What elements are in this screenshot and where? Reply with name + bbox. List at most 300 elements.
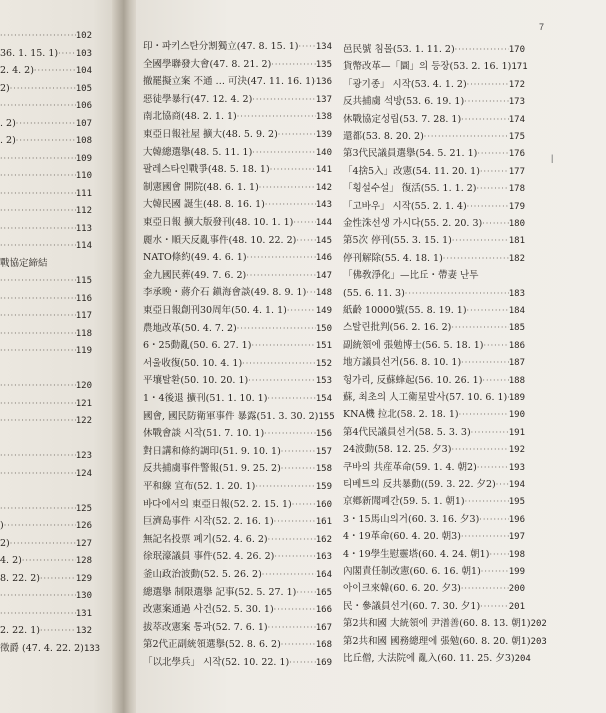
toc-entry-page: 188 [508,375,525,386]
toc-entry-title: 大韓總選擧(48. 5. 11. 1) [143,146,253,158]
dot-leader [287,305,316,317]
toc-entry [0,118,92,130]
toc-entry-title: . 2) [0,135,16,146]
toc-entry [343,131,525,143]
toc-entry-page: 176 [508,149,525,160]
toc-entry-title: 休戰協定성립(53. 7. 28. 1) [343,113,462,125]
toc-entry-page: 142 [315,182,332,193]
toc-entry-page: 156 [315,429,332,440]
dot-leader [252,94,315,106]
toc-entry [143,639,332,651]
toc-entry [0,538,92,550]
dot-leader [255,481,315,493]
dot-leader [293,217,315,229]
toc-entry-title: 「고바우」 시작(55. 2. 1. 4) [343,200,467,212]
toc-entry [143,129,332,141]
dot-leader [259,182,316,194]
toc-entry-page: 183 [508,288,525,299]
toc-entry [143,587,332,599]
dot-leader [34,65,76,77]
toc-entry-title: NATO條約(49. 4. 6. 1) [143,252,247,264]
toc-entry [343,479,525,491]
toc-entry-page: 105 [75,83,92,94]
toc-entry-page: 109 [75,153,92,164]
dot-leader [461,357,509,369]
toc-entry [0,328,92,340]
toc-entry [143,604,332,616]
toc-entry-page: 191 [508,427,525,438]
toc-entry [0,293,92,305]
dot-leader [471,427,509,439]
toc-entry-title: 第5次 停刊(55. 3. 15. 1) [343,235,452,247]
toc-entry [0,205,92,217]
dot-leader [16,118,76,130]
toc-entry-page: 165 [315,587,332,598]
dot-leader [0,608,76,620]
dot-leader [465,496,509,508]
toc-entry-page: 157 [315,446,332,457]
toc-entry [143,516,332,528]
toc-entry-page: 148 [315,288,332,299]
toc-entry-title: 「4捨5入」改憲(54. 11. 20. 1) [343,165,480,177]
toc-entry-page: 186 [508,340,525,351]
toc-entry [143,323,332,335]
dot-leader [242,358,316,370]
toc-entry-title: (55. 6. 11. 3) [343,287,405,299]
toc-entry [0,590,92,602]
toc-entry-title: 制憲國會 開院(48. 6. 1. 1) [143,181,259,193]
dot-leader [451,444,508,456]
toc-entry [343,409,525,421]
toc-entry-title: ) [0,520,4,531]
toc-entry [0,625,92,637]
toc-entry-page: 182 [508,253,525,264]
dot-leader [0,345,76,357]
toc-entry-title: 4・19革命(60. 4. 20. 朝3) [343,531,461,543]
toc-entry [343,514,525,526]
toc-entry [343,305,525,317]
toc-entry-page: 199 [508,567,525,577]
toc-entry-page: 124 [75,468,92,479]
toc-entry [143,551,332,563]
dot-leader [484,340,509,352]
toc-entry [0,380,92,392]
toc-entry-page: 179 [508,201,525,212]
toc-entry-page: 136 [315,77,332,88]
toc-entry-title: 國會, 國民防衛軍事件 暴露(51. 3. 30. 2) [143,410,319,422]
toc-entry [343,322,525,334]
dot-leader [274,551,315,563]
toc-entry [143,287,332,299]
toc-entry-title: 蘇, 최초의 人工衛星발사(57. 10. 6. 1) [343,392,508,403]
toc-entry [343,618,547,630]
toc-entry-page: 160 [315,499,332,510]
toc-entry-title: 東亞日報 擴大版發刊(48. 10. 1. 1) [143,217,294,228]
toc-entry [0,468,92,480]
toc-entry-page: 168 [315,640,332,651]
dot-leader [289,657,316,669]
toc-entry-title: 戰協定締結 [0,257,48,269]
toc-entry-page: 187 [508,358,525,369]
toc-entry-page: 123 [75,451,92,461]
dot-leader [481,566,509,578]
toc-entry-title: 24波動(58. 12. 25. 夕3) [343,444,452,456]
dot-leader [0,275,76,287]
dot-leader [0,170,76,182]
toc-entry-page: 112 [75,206,92,216]
toc-entry-page: 137 [315,94,332,105]
toc-entry-title: 反共捕虜事件警報(51. 9. 25. 2) [143,463,281,475]
dot-leader [480,601,509,613]
toc-entry-page: 130 [75,591,92,601]
toc-entry [0,223,92,235]
toc-entry [143,410,335,423]
toc-entry-page: 202 [530,619,547,630]
toc-entry [0,415,92,427]
toc-entry-page: 178 [508,184,525,195]
toc-entry-title: 아이크來韓(60. 6. 20. 夕3) [343,583,461,595]
toc-entry-title: 惡徒學暴行(47. 12. 4. 2) [143,93,253,105]
toc-entry-title: 바다에서의 東亞日報(52. 2. 15. 1) [143,498,292,510]
dot-leader [0,205,76,217]
toc-entry-title: 拔萃改憲案 통과(52. 7. 6. 1) [143,621,268,633]
toc-entry [343,253,525,265]
dot-leader [459,409,509,421]
toc-entry [0,188,92,200]
toc-entry-title: 「광기종」 시작(53. 4. 1. 2) [343,78,467,90]
dot-leader [0,240,76,252]
toc-entry-page: 170 [508,45,525,55]
dot-leader [264,428,316,440]
dot-leader [461,531,509,543]
dot-leader [296,587,315,599]
toc-entry [143,534,332,546]
toc-entry-title: 反共捕虜 석방(53. 6. 19. 1) [343,96,465,108]
dot-leader [464,96,509,108]
toc-entry-title: 平壤탈환(50. 10. 20. 1) [143,375,249,387]
toc-entry-title: 邑民號 침몰(53. 1. 11. 2) [343,44,455,55]
toc-entry [343,375,525,387]
toc-entry-page: 131 [75,608,92,619]
toc-entry-title: 徐珉濠議員 事件(52. 4. 26. 2) [143,551,275,563]
dot-leader [0,415,76,427]
toc-entry-title: 스탈린批判(56. 2. 16. 2) [343,322,452,334]
toc-entry [343,218,525,230]
toc-entry-page: 155 [318,411,335,422]
toc-entry [0,398,92,410]
toc-entry-title: 徵爵 (47. 4. 22. 2) [0,642,84,654]
toc-entry-title: 팔레스타인戰爭(48. 5. 18. 1) [143,164,270,176]
dot-leader [443,253,509,265]
toc-entry [143,182,332,194]
toc-entry [0,30,92,42]
dot-leader [271,59,315,71]
toc-entry [143,375,332,387]
dot-leader [265,199,316,211]
toc-entry-page: 171 [511,62,528,73]
toc-entry-title: 副統領에 張勉博士(56. 5. 18. 1) [343,339,484,351]
dot-leader [482,375,508,387]
toc-entry [143,463,332,475]
toc-entry-page: 115 [75,276,92,286]
dot-leader [489,549,508,561]
toc-entry-page: 200 [508,584,525,595]
toc-entry [343,653,531,665]
toc-entry-title: 4・19學生慰靈塔(60. 4. 24. 朝1) [343,548,490,560]
toc-entry-page: 108 [75,136,92,146]
toc-entry-page: 154 [315,394,332,404]
toc-entry [343,392,525,404]
toc-entry-title: 2) [0,82,10,94]
toc-entry-page: 119 [75,346,92,356]
toc-entry-page: 180 [508,219,525,229]
toc-entry-title: 大韓民國 誕生(48. 8. 16. 1) [143,199,265,211]
toc-entry [0,240,92,252]
toc-entry-title: 金九國民葬(49. 7. 6. 2) [143,269,247,281]
toc-entry [143,340,332,352]
dot-leader [268,622,316,634]
dot-leader [467,305,509,317]
toc-entry-page: 138 [315,112,332,123]
toc-entry-page: 129 [75,573,92,584]
toc-entry-page: 111 [75,188,92,199]
toc-entry [143,481,332,493]
toc-entry [143,41,332,53]
toc-entry-page: 196 [508,514,525,525]
dot-leader [40,625,76,637]
toc-entry-title: 第4代民議員선거(58. 5. 3. 3) [343,426,471,438]
dot-leader [248,375,316,387]
toc-entry [0,573,92,585]
toc-entry-title: 2. 22. 1) [0,625,40,636]
dot-leader [461,114,509,126]
dot-leader [237,111,316,123]
toc-entry [343,496,525,508]
toc-entry-title: 4. 2) [0,555,22,566]
dot-leader [0,153,76,165]
toc-entry [343,61,528,73]
toc-entry [143,393,332,405]
toc-entry-title: 還都(53. 8. 20. 2) [343,131,424,142]
toc-entry-page: 149 [315,306,332,316]
toc-entry-page: 134 [315,42,332,52]
dot-leader [0,188,76,200]
toc-entry-title: 民・參議員선거(60. 7. 30. 夕1) [343,600,481,612]
toc-entry-page: 193 [508,462,525,473]
dot-leader [405,288,509,300]
toc-entry [0,503,92,515]
toc-entry [343,201,525,213]
toc-entry-page: 127 [75,538,92,549]
toc-entry [343,427,525,439]
dot-leader [0,328,76,340]
dot-leader [274,516,316,528]
toc-entry-page: 195 [508,497,525,508]
toc-entry-title: 티베트의 反共暴動((59. 3. 22. 夕2) [343,479,496,490]
toc-entry-page: 166 [315,605,332,616]
dot-leader [0,293,76,305]
toc-entry-page: 147 [315,270,332,281]
dot-leader [467,79,509,91]
toc-entry-title: 「횡설수설」 復活(55. 1. 1. 2) [343,183,477,195]
dot-leader [58,48,76,60]
dot-leader [461,583,509,595]
toc-entry [143,199,332,211]
toc-entry-title: 쿠바의 共産革命(59. 1. 4. 朝2) [343,461,477,473]
toc-entry-title: 2) [0,537,10,549]
dot-leader [452,235,509,247]
toc-entry [0,608,92,620]
toc-entry-page: 164 [315,570,332,580]
toc-entry-title: 平和線 宣布(52. 1. 20. 1) [143,481,256,492]
dot-leader [0,398,76,410]
toc-entry [143,428,332,440]
toc-entry-title: 麗水・順天反亂事件(48. 10. 22. 2) [143,234,297,246]
toc-entry [143,305,332,317]
toc-entry [343,444,525,456]
toc-entry-title: 第2共和國 國務總理에 張勉(60. 8. 20. 朝1) [343,635,531,647]
toc-entry-page: 113 [75,223,92,234]
toc-entry-page: 128 [75,556,92,566]
toc-entry [343,340,525,352]
toc-entry [343,635,547,648]
toc-entry [0,275,92,287]
toc-entry [143,235,332,247]
toc-entry-title: 全國學聯發大會(47. 8. 21. 2) [143,58,272,70]
dot-leader [0,450,76,462]
toc-entry-page: 177 [508,166,525,177]
toc-entry-page: 201 [508,601,525,612]
toc-entry-page: 162 [315,534,332,545]
dot-leader [281,463,316,475]
toc-entry-page: 185 [508,323,525,334]
toc-entry-page: 125 [75,503,92,514]
toc-entry [0,65,92,77]
toc-entry [343,531,525,543]
toc-entry-page: 103 [75,48,92,59]
toc-entry-page: 197 [508,532,525,543]
toc-entry-page: 140 [315,147,332,158]
toc-entry-page: 151 [315,341,332,352]
dot-leader [246,270,315,282]
toc-entry-page: 121 [75,398,92,409]
toc-entry-page: 204 [514,654,531,664]
dot-leader [274,604,316,616]
toc-entry [0,170,92,182]
toc-entry-page: 150 [315,323,332,334]
toc-entry [143,217,332,229]
toc-entry-page: 102 [75,31,92,41]
toc-entry-title: 3・15馬山의거(60. 3. 16. 夕3) [343,513,480,525]
toc-entry-title: 京鄕新聞폐간(59. 5. 1. 朝1) [343,496,465,508]
toc-entry [343,270,525,282]
toc-entry-title: 東亞日報創刊30周年(50. 4. 1. 1) [143,305,287,316]
dot-leader [477,462,509,474]
toc-entry [143,270,332,282]
dot-leader [237,323,316,335]
toc-entry-title: 第2代正副統領選擧(52. 8. 6. 2) [143,639,281,651]
dot-leader [4,520,76,532]
toc-entry [343,462,525,474]
toc-entry-page: 198 [508,549,525,560]
toc-entry-title: 1・4後退 擴刊(51. 1. 10. 1) [143,393,268,404]
toc-entry-title: 無記名投票 폐기(52. 4. 6. 2) [143,533,268,545]
toc-entry-title: 撤罷擬立案 不通 … 可決(47. 11. 16. 1) [143,76,315,88]
toc-entry-title: 改憲案通過 사건(52. 5. 30. 1) [143,604,274,616]
toc-entry-title: 第3代民議員選擧(54. 5. 21. 1) [343,148,478,160]
toc-entry-title: 李承晩・蔣介石 鎭海會談(49. 8. 9. 1) [143,287,307,299]
toc-entry-page: 153 [315,376,332,387]
toc-entry [143,499,332,511]
toc-entry-page: 106 [75,101,92,111]
toc-entry-page: 135 [315,59,332,70]
toc-entry-page: 133 [83,643,101,654]
dot-leader [281,446,316,458]
toc-entry [343,601,525,613]
dot-leader [451,322,508,334]
toc-entry [0,48,92,60]
toc-entry-page: 167 [315,622,332,633]
toc-entry-page: 116 [75,293,92,304]
toc-entry [0,450,92,462]
dot-leader [477,148,508,160]
dot-leader [467,201,509,213]
toc-entry [0,258,92,270]
toc-entry [343,549,525,561]
dot-leader [268,534,316,546]
toc-entry-title: 地方議員선거(56. 8. 10. 1) [343,357,462,369]
dot-leader [292,499,316,511]
toc-entry-title: 農地改革(50. 4. 7. 2) [143,322,237,334]
toc-entry [143,622,332,634]
toc-entry-title: 貨幣改革—「圜」의 등장(53. 2. 16. 1) [343,61,512,73]
toc-entry [343,79,525,91]
dot-leader [0,223,76,235]
toc-entry-page: 122 [75,416,92,426]
toc-entry-page: 192 [508,445,525,456]
dot-leader [278,129,316,141]
dot-leader [0,380,76,392]
dot-leader [267,393,315,405]
toc-entry [143,76,332,88]
dot-leader [299,41,316,53]
toc-entry-title: 對日講和條約調印(51. 9. 10. 1) [143,445,281,457]
dot-leader [306,287,315,299]
toc-entry [143,252,332,264]
toc-entry-title: 東亞日報社屋 擴大(48. 5. 9. 2) [143,129,278,140]
dot-leader [270,164,316,176]
dot-leader [251,340,315,352]
dot-leader [0,310,76,322]
dot-leader [496,479,509,491]
toc-entry-page: 175 [508,132,525,142]
toc-entry-title: 헝가리, 反蘇蜂起(56. 10. 26. 1) [343,374,483,386]
toc-entry-page: 189 [508,393,525,403]
toc-entry-page: 141 [315,165,332,176]
toc-entry-page: 143 [315,200,332,211]
toc-entry-page: 132 [75,626,92,636]
toc-entry-title: 停刊解除(55. 4. 18. 1) [343,252,443,264]
toc-entry-page: 120 [75,381,92,391]
toc-entry-title: 「以北學兵」 시작(52. 10. 22. 1) [143,657,290,668]
dot-leader [252,147,315,159]
toc-entry-page: 174 [508,114,525,125]
toc-entry-page: 163 [315,552,332,563]
toc-entry [0,310,92,322]
toc-entry [143,164,332,176]
toc-entry-page: 146 [315,253,332,264]
dot-leader [0,468,76,480]
